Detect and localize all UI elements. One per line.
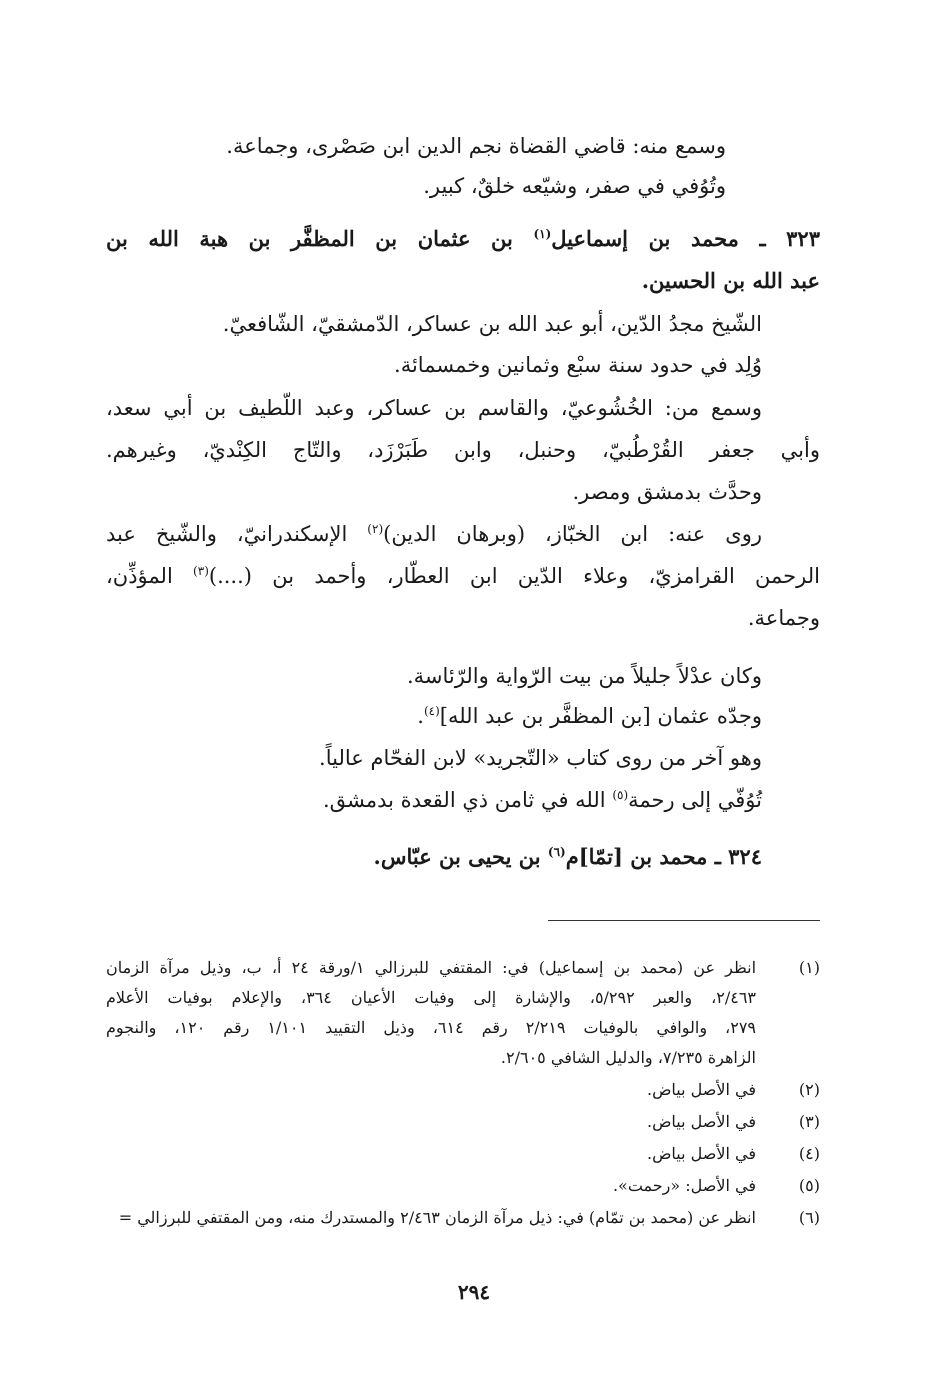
footnote-number: (٤) [798, 1144, 820, 1163]
body-line [106, 524, 762, 545]
footnote [106, 1082, 820, 1102]
body-line: وهو آخر من روى كتاب «التّجريد» لابن الفحّام عالياً. [319, 746, 762, 770]
footnote-ref: (٣) [193, 564, 209, 578]
body-line: الشّيخ مجدُ الدّين، أبو عبد الله بن عساكر، الدّمشقيّ، الشّافعيّ. [222, 312, 762, 336]
footnote-number: (٥) [798, 1176, 820, 1195]
body-line: وتُوُفي في صفر، وشيّعه خلقٌ، كبير. [423, 174, 726, 198]
text-run: وجدّه عثمان [بن المظفَّر بن عبد الله] [439, 704, 762, 728]
entry-324-heading [374, 846, 762, 867]
footnote-number: (٣) [798, 1112, 820, 1131]
text-run: روى عنه: ابن الخبّاز، (وبرهان الدين) [383, 522, 762, 546]
entry-323-heading [106, 228, 820, 249]
page-number: ٢٩٤ [457, 1280, 491, 1304]
footnote-text: ٢٧٩، والوافي بالوفيات ٢/٢١٩ رقم ٦١٤، وذيل التقييد ١/١٠١ رقم ١٢٠، والنجوم [106, 1018, 756, 1037]
body-line [417, 706, 762, 727]
footnote-ref: (٢) [367, 522, 384, 536]
footnote-number: (٦) [798, 1208, 820, 1227]
body-line: وسمع من: الخُشُوعيّ، والقاسم بن عساكر، وعبد اللّطيف بن أبي سعد، [106, 396, 762, 420]
body-line: وجماعة. [747, 606, 820, 630]
body-line: وسمع منه: قاضي القضاة نجم الدين ابن صَصْرى، وجماعة. [226, 134, 726, 158]
entry-323-title: ٣٢٣ ـ محمد بن إسماعيل [551, 226, 820, 251]
body-line: وُلِد في حدود سنة سبْع وثمانين وخمسمائة. [394, 353, 762, 377]
footnote [106, 1146, 820, 1166]
footnote-number: (١) [798, 958, 820, 977]
footnote [106, 1210, 820, 1230]
footnote-text: في الأصل بياض. [646, 1144, 756, 1163]
body-line: وكان عدْلاً جليلاً من بيت الرّواية والرّئاسة. [406, 664, 762, 688]
footnote-continuation [106, 990, 820, 1010]
body-line [323, 790, 762, 811]
footnote-text: انظر عن (محمد بن تمّام) في: ذيل مرآة الزمان ٢/٤٦٣ والمستدرك منه، ومن المقتفي للبرزالي = [118, 1208, 756, 1227]
footnote [106, 1114, 820, 1134]
footnote-ref: (١) [533, 227, 552, 241]
footnote-text: في الأصل بياض. [646, 1112, 756, 1131]
text-run: الإسكندرانيّ، والشّيخ عبد [106, 522, 348, 546]
entry-324-lineage: بن يحيى بن عبّاس. [373, 844, 541, 869]
footnote-ref: (٥) [612, 788, 629, 802]
entry-324-title: ٣٢٤ ـ محمد بن [تمّا]م [565, 844, 762, 869]
body-line: وأبي جعفر القُرْطُبيّ، وحنبل، وابن طَبَرْزَد، والتّاج الكِنْديّ، وغيرهم. [106, 438, 820, 462]
text-run: المؤذِّن، [106, 564, 173, 588]
footnote-continuation [106, 1020, 820, 1040]
footnote-number: (٢) [798, 1080, 820, 1099]
footnote [106, 1178, 820, 1198]
text-run: . [417, 704, 424, 728]
entry-323-lineage: بن عثمان بن المظفَّر بن هبة الله بن [106, 226, 513, 251]
body-line [106, 566, 820, 587]
text-run: الله في ثامن ذي القعدة بدمشق. [322, 788, 606, 812]
entry-323-heading-cont: عبد الله بن الحسين. [641, 268, 820, 293]
footnote-text: ٢/٤٦٣، والعبر ٥/٢٩٢، والإشارة إلى وفيات الأعيان ٣٦٤، والإعلام بوفيات الأعلام [106, 988, 756, 1007]
footnote-continuation [106, 1050, 820, 1070]
footnote [106, 960, 820, 980]
footnote-text: الزاهرة ٧/٢٣٥، والدليل الشافي ٢/٦٠٥. [500, 1048, 756, 1067]
text-run: تُوُفّي إلى رحمة [628, 788, 762, 812]
footnote-ref: (٦) [547, 845, 566, 859]
footnote-text: انظر عن (محمد بن إسماعيل) في: المقتفي للبرزالي ١/ورقة ٢٤ أ، ب، وذيل مرآة الزمان [106, 958, 757, 977]
body-line: وحدَّث بدمشق ومصر. [572, 480, 762, 504]
footnote-divider [548, 920, 820, 921]
footnote-ref: (٤) [423, 704, 440, 718]
footnote-text: في الأصل بياض. [646, 1080, 756, 1099]
text-run: الرحمن القرامزيّ، وعلاء الدّين ابن العطّار، وأحمد بن (....) [208, 564, 820, 588]
footnote-text: في الأصل: «رحمت». [612, 1176, 756, 1195]
